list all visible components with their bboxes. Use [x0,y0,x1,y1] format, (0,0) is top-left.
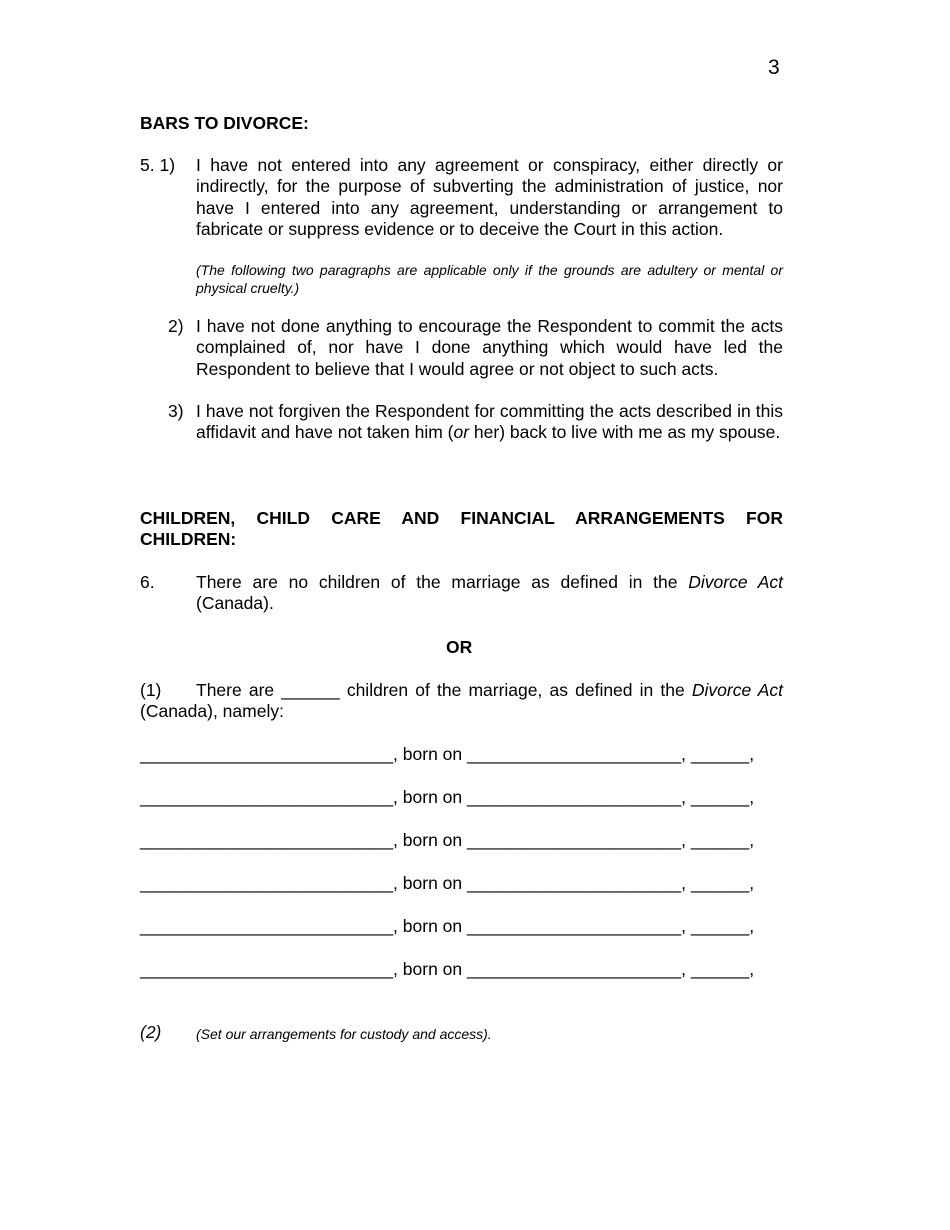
children-item2-text: (Set our arrangements for custody and access). [196,1026,492,1042]
or-label: OR [446,637,473,657]
children-item1-text: There are ______ children of the marriage, as defined in the Divorce Act (Canada), namely: [140,680,783,722]
child-entry-line[interactable]: __________________________, born on ______________________, ______, [140,787,755,807]
bars-item2-text: I have not done anything to encourage the Respondent to commit the acts complained of, nor have I done anything which would have led the Respondent to believe that I would agree or not object to such acts. [196,316,783,379]
child-entry-line[interactable]: __________________________, born on ______________________, ______, [140,873,755,893]
page-number: 3 [768,56,780,79]
bars-item1-number: 5. 1) [140,155,176,175]
children-item6-number: 6. [140,572,155,592]
bars-item2-number: 2) [168,316,184,336]
bars-note: (The following two paragraphs are applicable only if the grounds are adultery or mental or physical cruelty.) [196,262,783,296]
child-entry-line[interactable]: __________________________, born on ______________________, ______, [140,916,755,936]
children-item2-number: (2) [140,1022,162,1042]
child-entry-line[interactable]: __________________________, born on ______________________, ______, [140,830,755,850]
children-item6-text: There are no children of the marriage as defined in the Divorce Act (Canada). [196,572,783,614]
bars-item1-text: I have not entered into any agreement or conspiracy, either directly or indirectly, for the purpose of subverting the administration of justice, nor have I entered into any agreement, understanding or arrangement to fabricate or suppress evidence or to deceive the Court in this action. [196,155,783,240]
bars-item3-text: I have not forgiven the Respondent for committing the acts described in this affidavit and have not taken him (or her) back to live with me as my spouse. [196,401,783,443]
child-entry-line[interactable]: __________________________, born on ______________________, ______, [140,959,755,979]
children-item1-number: (1) [140,680,162,700]
bars-heading: BARS TO DIVORCE: [140,113,309,133]
children-heading: CHILDREN, CHILD CARE AND FINANCIAL ARRANGEMENTS FOR CHILDREN: [140,508,783,550]
child-entry-line[interactable]: __________________________, born on ______________________, ______, [140,744,755,764]
bars-item3-number: 3) [168,401,184,421]
